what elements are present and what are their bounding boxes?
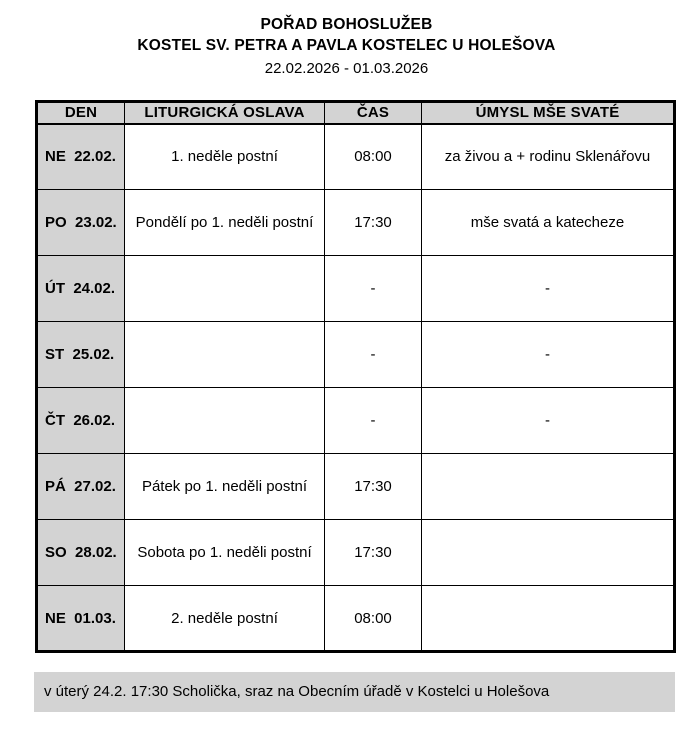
- intention-cell: mše svatá a katecheze: [422, 190, 675, 256]
- celebration-cell: [125, 322, 325, 388]
- table-row: [37, 454, 675, 520]
- time-cell: 08:00: [325, 124, 422, 190]
- intention-cell: [422, 586, 675, 652]
- day-cell: PÁ 27.02.: [37, 454, 125, 520]
- celebration-cell: [125, 388, 325, 454]
- table-row: [37, 520, 675, 586]
- schedule-table-body: [37, 124, 675, 652]
- time-cell: -: [325, 322, 422, 388]
- day-cell: ČT 26.02.: [37, 388, 125, 454]
- table-row: [37, 190, 675, 256]
- celebration-cell: 1. neděle postní: [125, 124, 325, 190]
- day-cell: NE 22.02.: [37, 124, 125, 190]
- celebration-cell: Pondělí po 1. neděli postní: [125, 190, 325, 256]
- table-row: [37, 124, 675, 190]
- page-subtitle: KOSTEL SV. PETRA A PAVLA KOSTELEC U HOLEŠOVA: [137, 37, 556, 54]
- intention-cell: [422, 454, 675, 520]
- column-header-umysl: ÚMYSL MŠE SVATÉ: [422, 102, 675, 124]
- day-cell: PO 23.02.: [37, 190, 125, 256]
- celebration-cell: Sobota po 1. neděli postní: [125, 520, 325, 586]
- table-row: [37, 256, 675, 322]
- footer-note: v úterý 24.2. 17:30 Scholička, sraz na Obecním úřadě v Kostelci u Holešova: [34, 672, 675, 712]
- table-row: [37, 388, 675, 454]
- document-header: [0, 0, 693, 79]
- time-cell: -: [325, 388, 422, 454]
- celebration-cell: Pátek po 1. neděli postní: [125, 454, 325, 520]
- celebration-cell: [125, 256, 325, 322]
- day-cell: ÚT 24.02.: [37, 256, 125, 322]
- intention-cell: za živou a + rodinu Sklenářovu: [422, 124, 675, 190]
- schedule-table: [35, 100, 676, 653]
- column-header-cas: ČAS: [325, 102, 422, 124]
- intention-cell: -: [422, 322, 675, 388]
- page-title: POŘAD BOHOSLUŽEB: [260, 16, 433, 33]
- column-header-liturgicka-oslava: LITURGICKÁ OSLAVA: [125, 102, 325, 124]
- intention-cell: [422, 520, 675, 586]
- time-cell: 17:30: [325, 454, 422, 520]
- time-cell: 08:00: [325, 586, 422, 652]
- time-cell: 17:30: [325, 190, 422, 256]
- intention-cell: -: [422, 256, 675, 322]
- table-header-row: [37, 102, 675, 124]
- day-cell: NE 01.03.: [37, 586, 125, 652]
- table-row: [37, 322, 675, 388]
- column-header-den: DEN: [37, 102, 125, 124]
- intention-cell: -: [422, 388, 675, 454]
- table-row: [37, 586, 675, 652]
- time-cell: -: [325, 256, 422, 322]
- date-range: 22.02.2026 - 01.03.2026: [264, 60, 429, 77]
- celebration-cell: 2. neděle postní: [125, 586, 325, 652]
- day-cell: SO 28.02.: [37, 520, 125, 586]
- time-cell: 17:30: [325, 520, 422, 586]
- day-cell: ST 25.02.: [37, 322, 125, 388]
